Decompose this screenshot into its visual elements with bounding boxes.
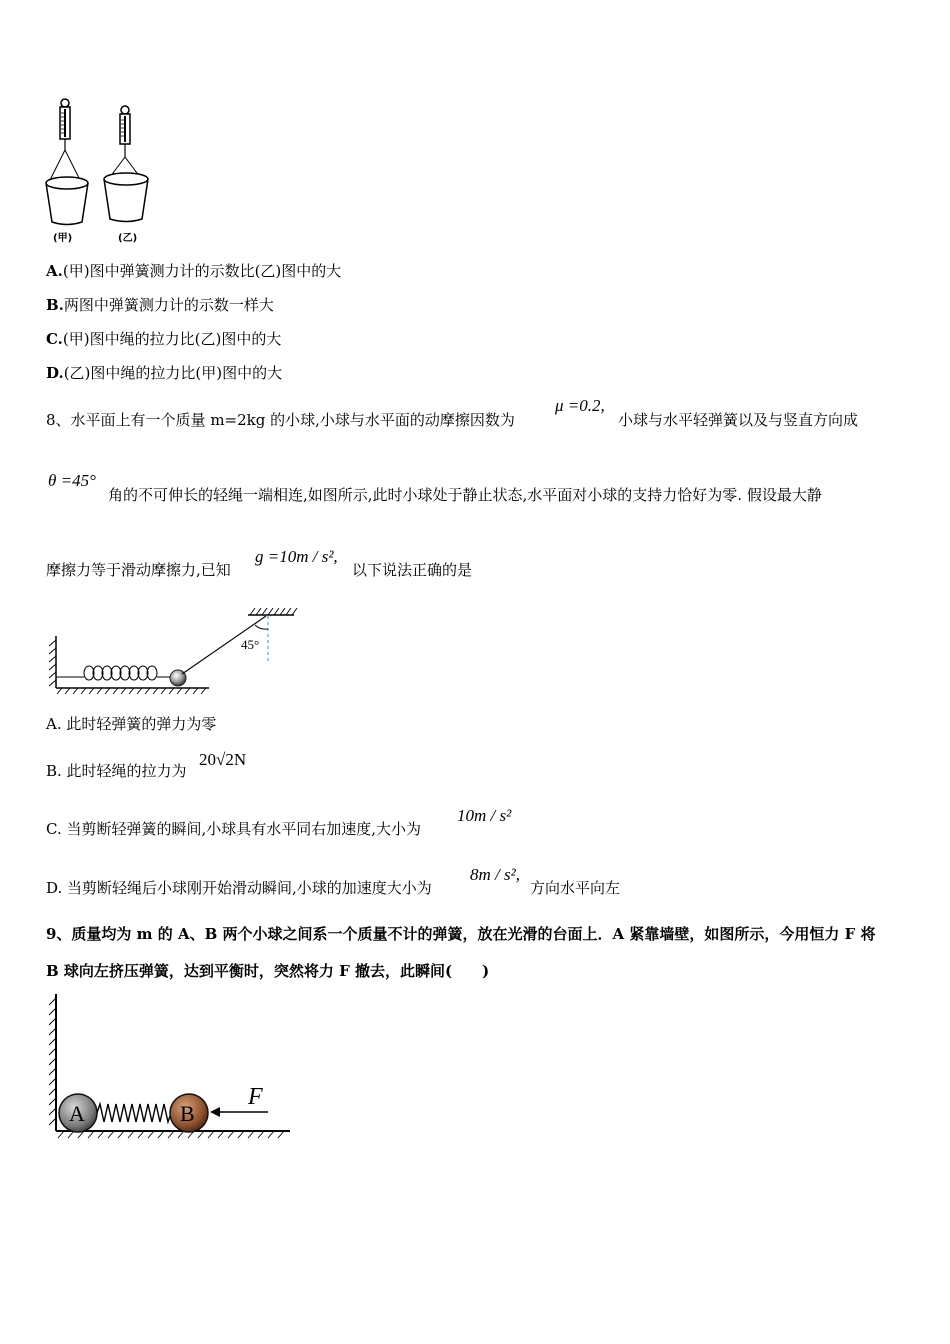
q8-stem-line1: 8、水平面上有一个质量 m=2kg 的小球,小球与水平面的动摩擦因数为 [46,411,515,429]
spring-rope-figure [44,604,304,696]
q8-option-a: A. 此时轻弹簧的弹力为零 [46,715,217,733]
q8-option-d-tail: 方向水平向左 [530,879,621,897]
q8-stem-line2: 角的不可伸长的轻绳一端相连,如图所示,此时小球处于静止状态,水平面对小球的支持力恰好为零. 假设最大静 [108,486,822,504]
q8-option-b: B. 此时轻绳的拉力为 [46,762,187,780]
q8-option-b-math: 20√2N [199,750,247,769]
q9-stem-line2: B 球向左挤压弹簧，达到平衡时，突然将力 F 撤去，此瞬间( ) [46,962,490,980]
q8-stem-line3b: 以下说法正确的是 [352,561,473,579]
q8-theta: θ =45° [48,471,96,490]
q9-stem-line1: 9、质量均为 m 的 A、B 两个小球之间系一个质量不计的弹簧，放在光滑的台面上．A 紧靠墙壁，如图所示，今用恒力 F 将 [46,925,876,943]
q7-option-a: A.(甲)图中弹簧测力计的示数比(乙)图中的大 [46,262,342,280]
label-jia: (甲) [53,233,73,244]
ab-spring-figure [44,992,296,1144]
spring-scale-figure [40,95,160,250]
q7-option-d: D.(乙)图中绳的拉力比(甲)图中的大 [46,364,283,382]
q8-option-d: D. 当剪断轻绳后小球刚开始滑动瞬间,小球的加速度大小为 [46,879,432,897]
angle-label: 45° [241,637,260,652]
ball-b-label: B [180,1101,195,1126]
q8-stem-line1b: 小球与水平轻弹簧以及与竖直方向成 [618,411,859,429]
q8-option-d-math: 8m / s², [470,865,520,884]
force-label: F [248,1084,263,1110]
q8-mu: μ =0.2, [555,396,605,415]
ball-a-label: A [69,1101,85,1126]
q8-option-c: C. 当剪断轻弹簧的瞬间,小球具有水平同右加速度,大小为 [46,820,422,838]
q7-option-c: C.(甲)图中绳的拉力比(乙)图中的大 [46,330,282,348]
label-yi: (乙) [118,233,138,244]
q8-stem-line3a: 摩擦力等于滑动摩擦力,已知 [46,561,231,579]
q7-option-b: B.两图中弹簧测力计的示数一样大 [46,296,274,314]
q8-option-c-math: 10m / s² [457,806,512,825]
q8-g: g =10m / s², [255,547,338,566]
